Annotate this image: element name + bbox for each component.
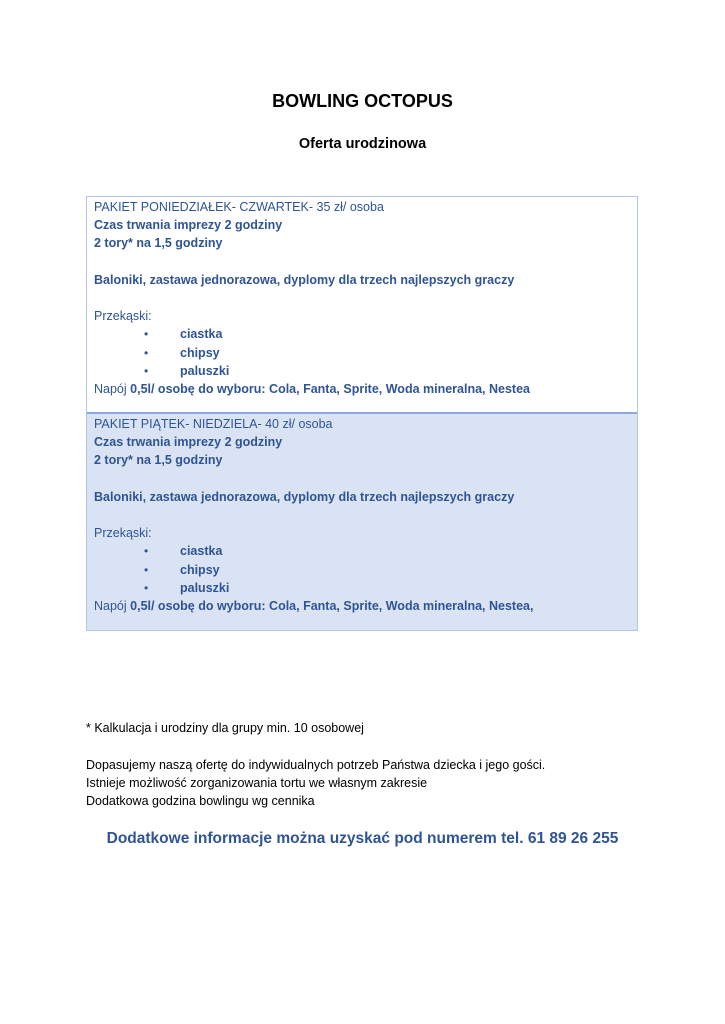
package-duration: Czas trwania imprezy 2 godziny bbox=[94, 435, 283, 450]
snack-item: paluszki bbox=[180, 363, 230, 378]
package-lanes: 2 tory* na 1,5 godziny bbox=[94, 453, 223, 468]
list-item bbox=[94, 344, 630, 362]
package-extras: Baloniki, zastawa jednorazowa, dyplomy dla trzech najlepszych graczy bbox=[94, 489, 515, 504]
drink-text: 0,5l/ osobę do wyboru: Cola, Fanta, Sprite, Woda mineralna, Nestea, bbox=[130, 598, 534, 613]
contact-info: Dodatkowe informacje można uzyskać pod numerem tel. 61 89 26 255 bbox=[106, 830, 619, 847]
bullet-icon: • bbox=[144, 327, 149, 342]
note-line-1: Dopasujemy naszą ofertę do indywidualnych potrzeb Państwa dziecka i jego gości. bbox=[86, 758, 546, 772]
snacks-label: Przekąski: bbox=[94, 309, 152, 324]
note-line-3: Dodatkowa godzina bowlingu wg cennika bbox=[86, 794, 315, 808]
snack-item: ciastka bbox=[180, 544, 223, 559]
list-item bbox=[94, 579, 630, 597]
snack-item: paluszki bbox=[180, 580, 230, 595]
page-subtitle: Oferta urodzinowa bbox=[298, 136, 427, 152]
list-item bbox=[94, 542, 630, 560]
snack-item: ciastka bbox=[180, 327, 223, 342]
package-weekday bbox=[87, 197, 637, 414]
snack-item: chipsy bbox=[180, 345, 220, 360]
bullet-icon: • bbox=[144, 544, 149, 559]
package-drink bbox=[94, 597, 630, 615]
package-duration: Czas trwania imprezy 2 godziny bbox=[94, 218, 283, 233]
packages-table bbox=[86, 196, 638, 631]
list-item bbox=[94, 325, 630, 343]
package-extras: Baloniki, zastawa jednorazowa, dyplomy dla trzech najlepszych graczy bbox=[94, 272, 515, 287]
note-line-2: Istnieje możliwość zorganizowania tortu we własnym zakresie bbox=[86, 776, 428, 790]
bullet-icon: • bbox=[144, 562, 149, 577]
footnote: * Kalkulacja i urodziny dla grupy min. 10 osobowej bbox=[86, 721, 364, 735]
package-weekend bbox=[87, 414, 637, 630]
list-item bbox=[94, 561, 630, 579]
package-heading: PAKIET PIĄTEK- NIEDZIELA- 40 zł/ osoba bbox=[94, 417, 333, 431]
bullet-icon: • bbox=[144, 580, 149, 595]
snack-item: chipsy bbox=[180, 562, 220, 577]
page-title: BOWLING OCTOPUS bbox=[272, 91, 453, 111]
drink-prefix: Napój bbox=[94, 381, 131, 396]
snacks-label: Przekąski: bbox=[94, 526, 152, 541]
package-heading: PAKIET PONIEDZIAŁEK- CZWARTEK- 35 zł/ osoba bbox=[94, 200, 384, 214]
bullet-icon: • bbox=[144, 345, 149, 360]
list-item bbox=[94, 362, 630, 380]
package-lanes: 2 tory* na 1,5 godziny bbox=[94, 236, 223, 251]
drink-prefix: Napój bbox=[94, 598, 131, 613]
bullet-icon: • bbox=[144, 363, 149, 378]
package-drink bbox=[94, 380, 630, 398]
drink-text: 0,5l/ osobę do wyboru: Cola, Fanta, Sprite, Woda mineralna, Nestea bbox=[130, 381, 530, 396]
